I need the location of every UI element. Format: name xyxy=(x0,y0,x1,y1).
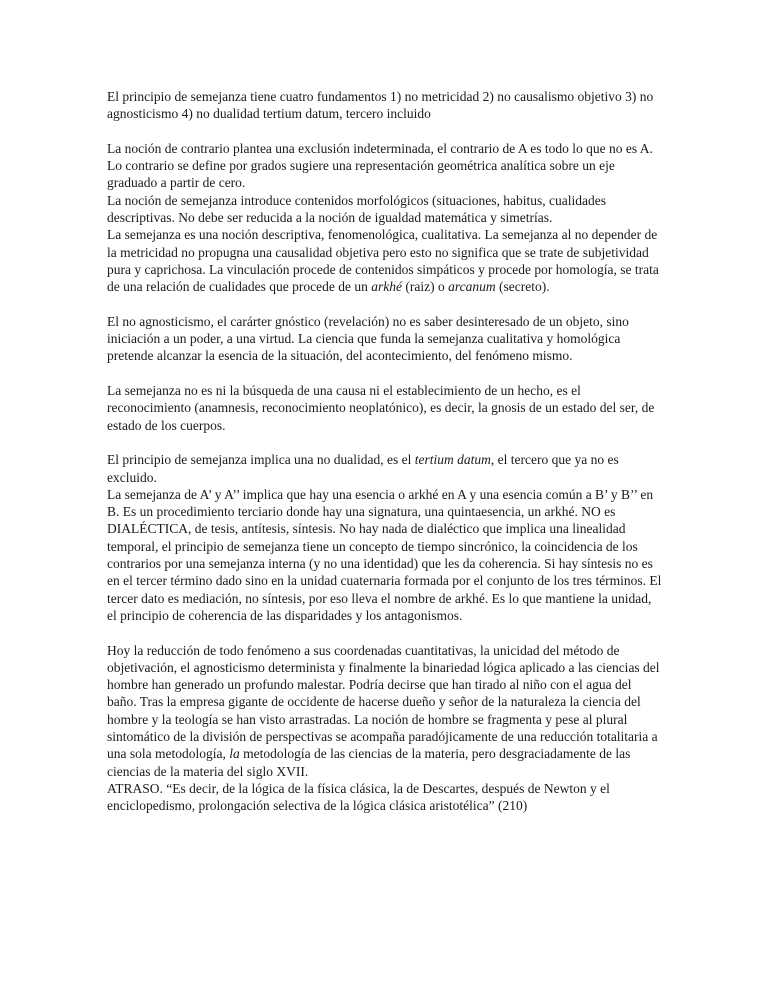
paragraph-text: Hoy la reducción de todo fenómeno a sus coordenadas cuantitativas, la unicidad del método de objetivación, el agnosticismo determinista y finalmente la binariedad lógica aplicado a las ciencias del hombre han generado un profundo malestar. Podría decirse que han tirado al niño con el agua del baño. Tras la empresa gigante de occidente de hacerse dueño y señor de la naturaleza la ciencia del hombre y la teología se han visto arrastradas. La noción de hombre se fragmenta y pese al plural sintomático de la división de perspectivas se acompaña paradójicamente de una reducción totalitaria a una sola metodología, xyxy=(107,642,660,762)
italic-term: tertium datum xyxy=(414,452,491,468)
paragraph-agnosticismo: El no agnosticismo, el carárter gnóstico (revelación) no es saber desinteresado de un objeto, sino iniciación a un poder, a una virtud. La ciencia que funda la semejanza cualitativa y homológica pretende alcanzar la esencia de la situación, del acontecimiento, del fenómeno mismo. xyxy=(107,313,629,364)
paragraph-text: (raiz) o xyxy=(402,279,449,295)
document-page xyxy=(107,88,662,814)
italic-term: arkhé xyxy=(371,279,403,295)
paragraph-atraso: ATRASO. “Es decir, de la lógica de la física clásica, la de Descartes, después de Newton y el enciclopedismo, prolongación selectiva de la lógica clásica aristotélica” (210) xyxy=(107,780,610,814)
paragraph-tertium-datum xyxy=(107,451,662,486)
paragraph-fundamentos: El principio de semejanza tiene cuatro fundamentos 1) no metricidad 2) no causalismo objetivo 3) no agnosticismo 4) no dualidad tertium datum, tercero incluido xyxy=(107,89,654,122)
paragraph-reconocimiento: La semejanza no es ni la búsqueda de una causa ni el establecimiento de un hecho, es el reconocimiento (anamnesis, reconocimiento neoplatónico), es decir, la gnosis de un estado del ser, de estado de los cuerpos. xyxy=(107,383,655,433)
paragraph-gap xyxy=(107,624,662,641)
paragraph-gap xyxy=(107,365,662,382)
paragraph-text: metodología de las ciencias de la materia, pero desgraciadamente de las ciencias de la materia del siglo XVII. xyxy=(107,746,631,779)
paragraph-contrario: La noción de contrario plantea una exclusión indeterminada, el contrario de A es todo lo que no es A. Lo contrario se define por grados sugiere una representación geométrica analítica sobre un eje graduado a partir de cero. xyxy=(107,140,653,191)
italic-term: la xyxy=(229,746,240,762)
paragraph-text: La semejanza es una noción descriptiva, fenomenológica, cualitativa. La semejanza al no depender de la metricidad no propugna una causalidad objetiva pero esto no significa que se trate de subjetividad pura y caprichosa. La vinculación procede de contenidos simpáticos y procede por homología, se trata de una relación de cualidades que procede de un xyxy=(107,227,659,295)
italic-term: arcanum xyxy=(448,279,496,295)
paragraph-morfologicos: La noción de semejanza introduce contenidos morfológicos (situaciones, habitus, cualidades descriptivas. No debe ser reducida a la noción de igualdad matemática y simetrías. xyxy=(107,192,606,226)
paragraph-text: , el tercero que ya no es excluido. xyxy=(107,452,619,485)
paragraph-text: (secreto). xyxy=(495,279,550,295)
paragraph-gap xyxy=(107,434,662,451)
paragraph-arkhe: La semejanza de A’ y A’’ implica que hay una esencia o arkhé en A y una esencia común a B’ y B’’ en B. Es un procedimiento terciario donde hay una signatura, una quintaesencia, un arkhé. NO es DIALÉCTICA, de tesis, antítesis, síntesis. No hay nada de dialéctico que implica una linealidad temporal, el principio de semejanza tiene un concepto de tiempo sincrónico, la coincidencia de los contrarios por una semejanza interna (y no una identidad) que les da coherencia. Si hay síntesis no es en el tercer término dado sino en la unidad cuaternaria formada por el conjunto de los tres términos. El tercer dato es mediación, no síntesis, por eso lleva el nombre de arkhé. Es lo que mantiene la unidad, el principio de coherencia de las disparidades y los antagonismos. xyxy=(107,486,662,623)
paragraph-text: El principio de semejanza implica una no dualidad, es el xyxy=(107,452,415,468)
paragraph-descriptiva xyxy=(107,226,662,295)
paragraph-reduccion xyxy=(107,642,662,780)
paragraph-gap xyxy=(107,123,662,140)
paragraph-gap xyxy=(107,296,662,313)
